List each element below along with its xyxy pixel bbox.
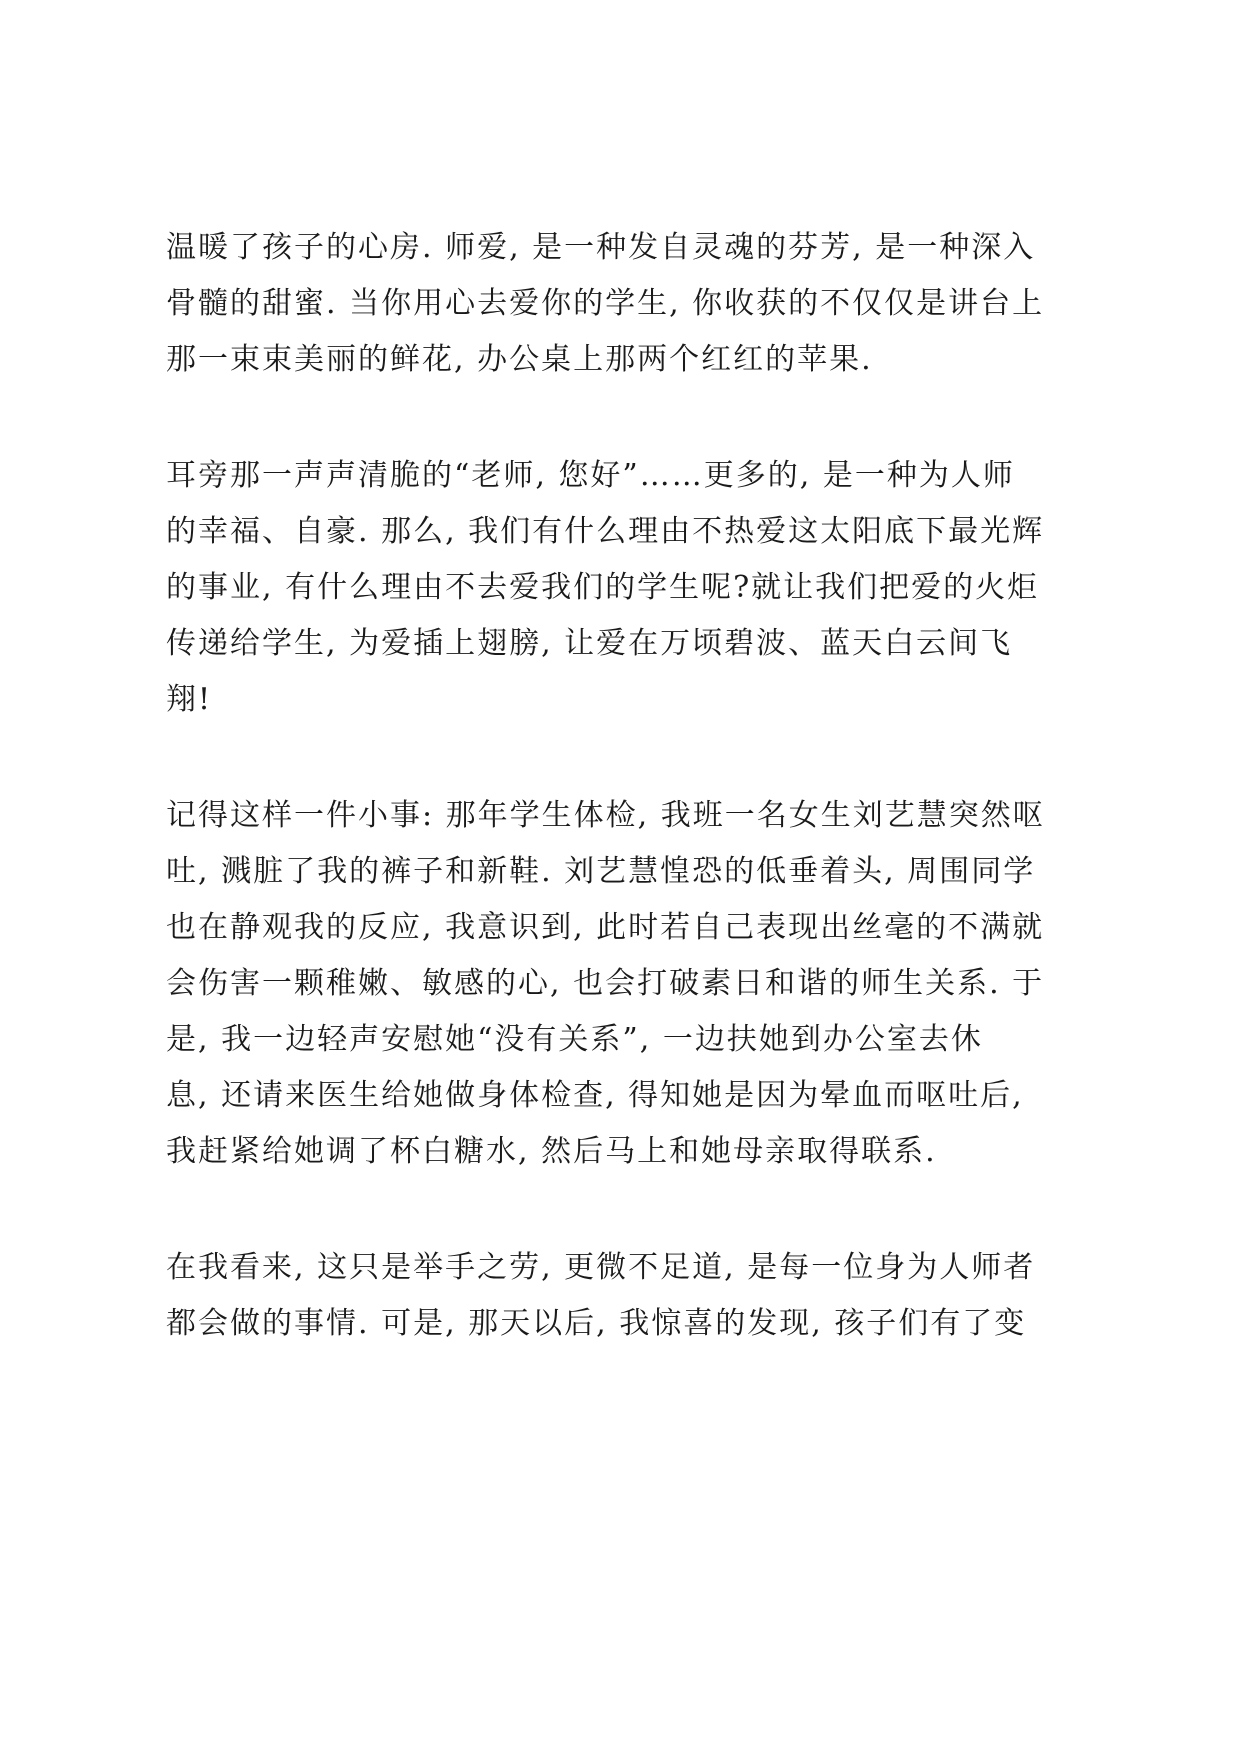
paragraph-1 [166,220,1096,388]
text-line: 的幸福、自豪. 那么, 我们有什么理由不热爱这太阳底下最光辉 [166,514,1045,549]
text-line: 我赶紧给她调了杯白糖水, 然后马上和她母亲取得联系. [166,1134,937,1169]
text-line: 传递给学生, 为爱插上翅膀, 让爱在万顷碧波、蓝天白云间飞 [166,626,1013,661]
text-line: 吐, 溅脏了我的裤子和新鞋. 刘艺慧惶恐的低垂着头, 周围同学 [166,854,1036,889]
text-line: 骨髓的甜蜜. 当你用心去爱你的学生, 你收获的不仅仅是讲台上 [166,286,1045,321]
text-line: 在我看来, 这只是举手之劳, 更微不足道, 是每一位身为人师者 [166,1250,1036,1285]
paragraph-4 [166,1240,1096,1352]
text-line: 那一束束美丽的鲜花, 办公桌上那两个红红的苹果. [166,342,873,377]
text-line: 是, 我一边轻声安慰她“没有关系”, 一边扶她到办公室去休 [166,1022,983,1057]
text-line: 温暖了孩子的心房. 师爱, 是一种发自灵魂的芬芳, 是一种深入 [166,230,1036,265]
document-body [166,220,1096,1412]
text-line: 耳旁那一声声清脆的“老师, 您好”……更多的, 是一种为人师 [166,458,1015,493]
text-line: 翔! [166,682,213,717]
text-line: 都会做的事情. 可是, 那天以后, 我惊喜的发现, 孩子们有了变 [166,1306,1027,1341]
text-line: 的事业, 有什么理由不去爱我们的学生呢?就让我们把爱的火炬 [166,570,1040,605]
paragraph-2 [166,448,1096,728]
text-line: 息, 还请来医生给她做身体检查, 得知她是因为晕血而呕吐后, [166,1078,1024,1113]
text-line: 记得这样一件小事: 那年学生体检, 我班一名女生刘艺慧突然呕 [166,798,1045,833]
paragraph-3 [166,788,1096,1180]
text-line: 会伤害一颗稚嫩、敏感的心, 也会打破素日和谐的师生关系. 于 [166,966,1045,1001]
text-line: 也在静观我的反应, 我意识到, 此时若自己表现出丝毫的不满就 [166,910,1045,945]
